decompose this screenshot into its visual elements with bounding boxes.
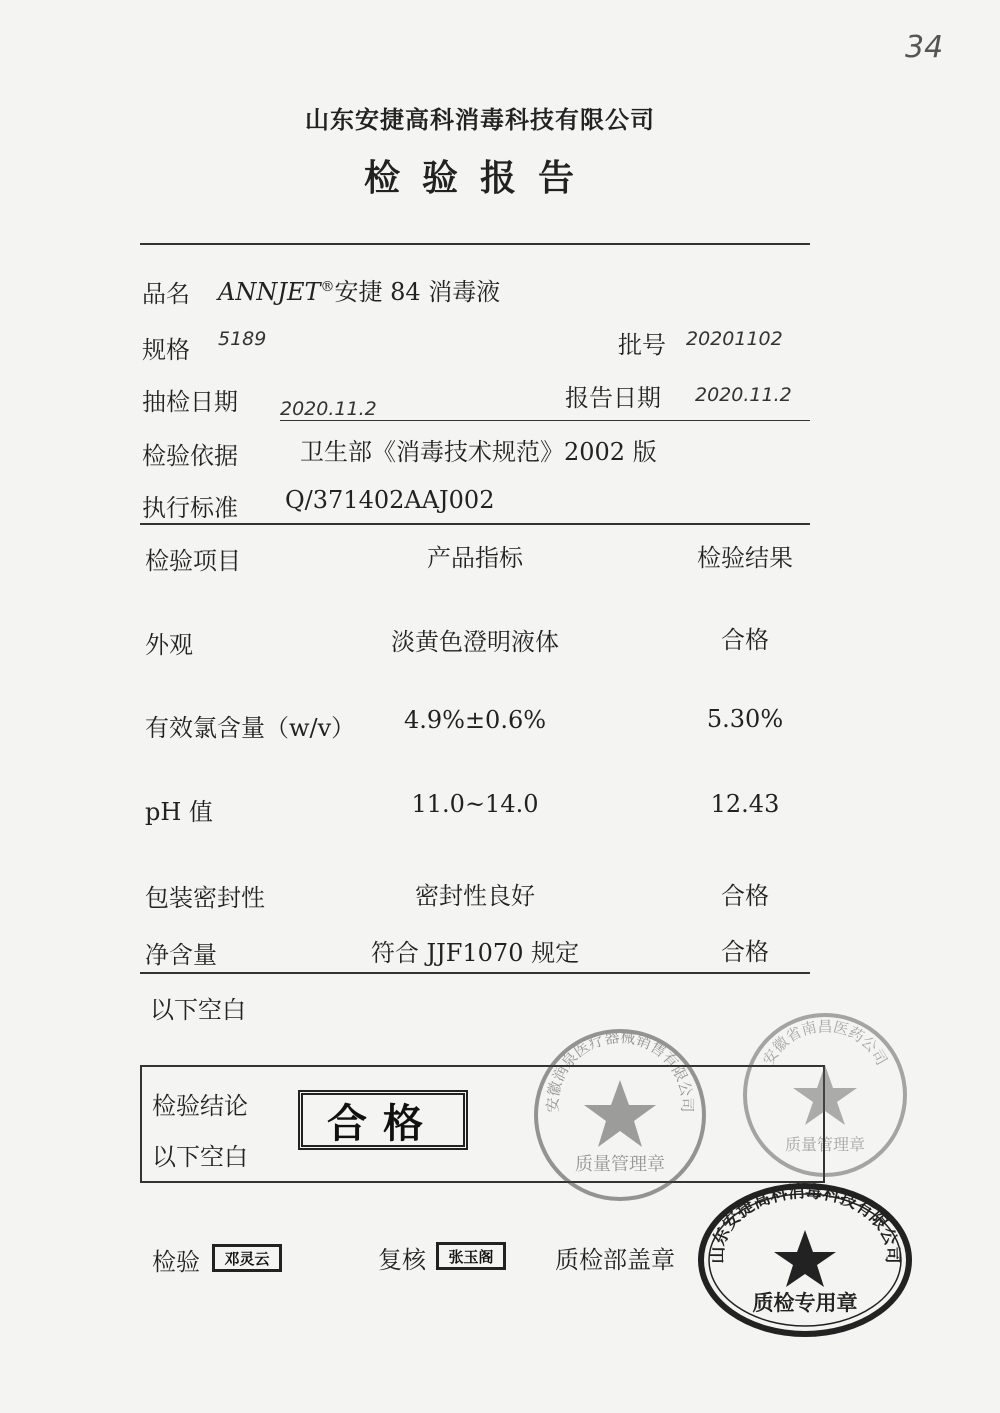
report-title: 检验报告: [363, 157, 596, 199]
product-name: [218, 272, 500, 307]
seal-1-center-text: 质量管理章: [575, 1154, 665, 1175]
table-row-spec: 4.9%±0.6%: [403, 706, 547, 734]
table-row-result: 合格: [721, 626, 769, 654]
seal-3: [695, 1180, 915, 1340]
conclusion-blank-note: 以下空白: [152, 1143, 248, 1171]
svg-text:安徽省南昌医药公司: [759, 1017, 891, 1068]
table-row-spec: 淡黄色澄明液体: [391, 628, 559, 656]
pass-stamp: 合格: [298, 1090, 468, 1150]
table-bottom-rule: [140, 972, 810, 974]
table-row-result: 合格: [721, 938, 769, 966]
product-brand: ANNJET: [218, 278, 321, 306]
table-row-item: 外观: [145, 631, 193, 659]
report-date-value: 2020.11.2: [695, 384, 792, 406]
batch-value: 20201102: [686, 328, 783, 350]
header-spec: 产品指标: [427, 544, 523, 572]
product-title: 安捷 84 消毒液: [334, 278, 501, 306]
qc-label: 质检部盖章: [555, 1246, 675, 1274]
reviewer-label: 复核: [378, 1246, 426, 1274]
standard-value: Q/371402AAJ002: [285, 486, 495, 514]
spec-value: 5189: [218, 328, 267, 350]
table-row-result: 12.43: [710, 790, 780, 818]
table-blank-note: 以下空白: [150, 996, 246, 1024]
table-row-spec: 符合 JJF1070 规定: [370, 939, 580, 967]
basis-label: 检验依据: [142, 442, 238, 470]
reviewer-stamp: 张玉阁: [436, 1242, 506, 1270]
basis-value: 卫生部《消毒技术规范》2002 版: [300, 438, 657, 466]
sampling-date-label: 抽检日期: [142, 388, 238, 416]
seal-3-ring-text: 山东安捷高科消毒科技有限公司: [707, 1181, 903, 1264]
seal-2-center-text: 质量管理章: [784, 1135, 866, 1154]
table-top-rule: [140, 523, 810, 525]
seal-2-ring-text: 安徽省南昌医药公司: [759, 1017, 891, 1069]
conclusion-label: 检验结论: [152, 1092, 248, 1120]
spec-label: 规格: [142, 336, 190, 364]
table-row-result: 合格: [721, 882, 769, 910]
star-icon: [584, 1080, 656, 1147]
header-item: 检验项目: [145, 547, 241, 575]
inspector-stamp: 邓灵云: [212, 1244, 282, 1272]
batch-label: 批号: [618, 331, 666, 359]
registered-mark: ®: [320, 279, 335, 295]
header-divider: [140, 243, 810, 245]
star-icon: [774, 1230, 836, 1287]
sampling-date-value: 2020.11.2: [280, 398, 377, 420]
table-row-spec: 11.0~14.0: [411, 790, 539, 818]
table-row-spec: 密封性良好: [415, 882, 535, 910]
header-result: 检验结果: [697, 544, 793, 572]
star-icon: [793, 1065, 857, 1125]
table-row-item: 包装密封性: [145, 884, 265, 912]
report-date-label: 报告日期: [565, 384, 661, 412]
product-label: 品名: [142, 280, 190, 308]
seal-1-ring-text: 安徽润泉医疗器械销售有限公司: [543, 1028, 697, 1113]
table-row-item: pH 值: [145, 798, 213, 826]
table-row-item: 有效氯含量（w/v）: [145, 714, 356, 742]
table-row-result: 5.30%: [706, 705, 784, 733]
page-number: 34: [905, 30, 944, 65]
company-name: 山东安捷高科消毒科技有限公司: [305, 105, 655, 134]
seal-3-center-text: 质检专用章: [752, 1291, 858, 1315]
info-divider: [280, 420, 810, 421]
table-row-item: 净含量: [145, 941, 217, 969]
inspector-label: 检验: [152, 1248, 200, 1276]
standard-label: 执行标准: [142, 494, 238, 522]
seal-2: [740, 1010, 910, 1180]
seal-1: [530, 1025, 710, 1205]
